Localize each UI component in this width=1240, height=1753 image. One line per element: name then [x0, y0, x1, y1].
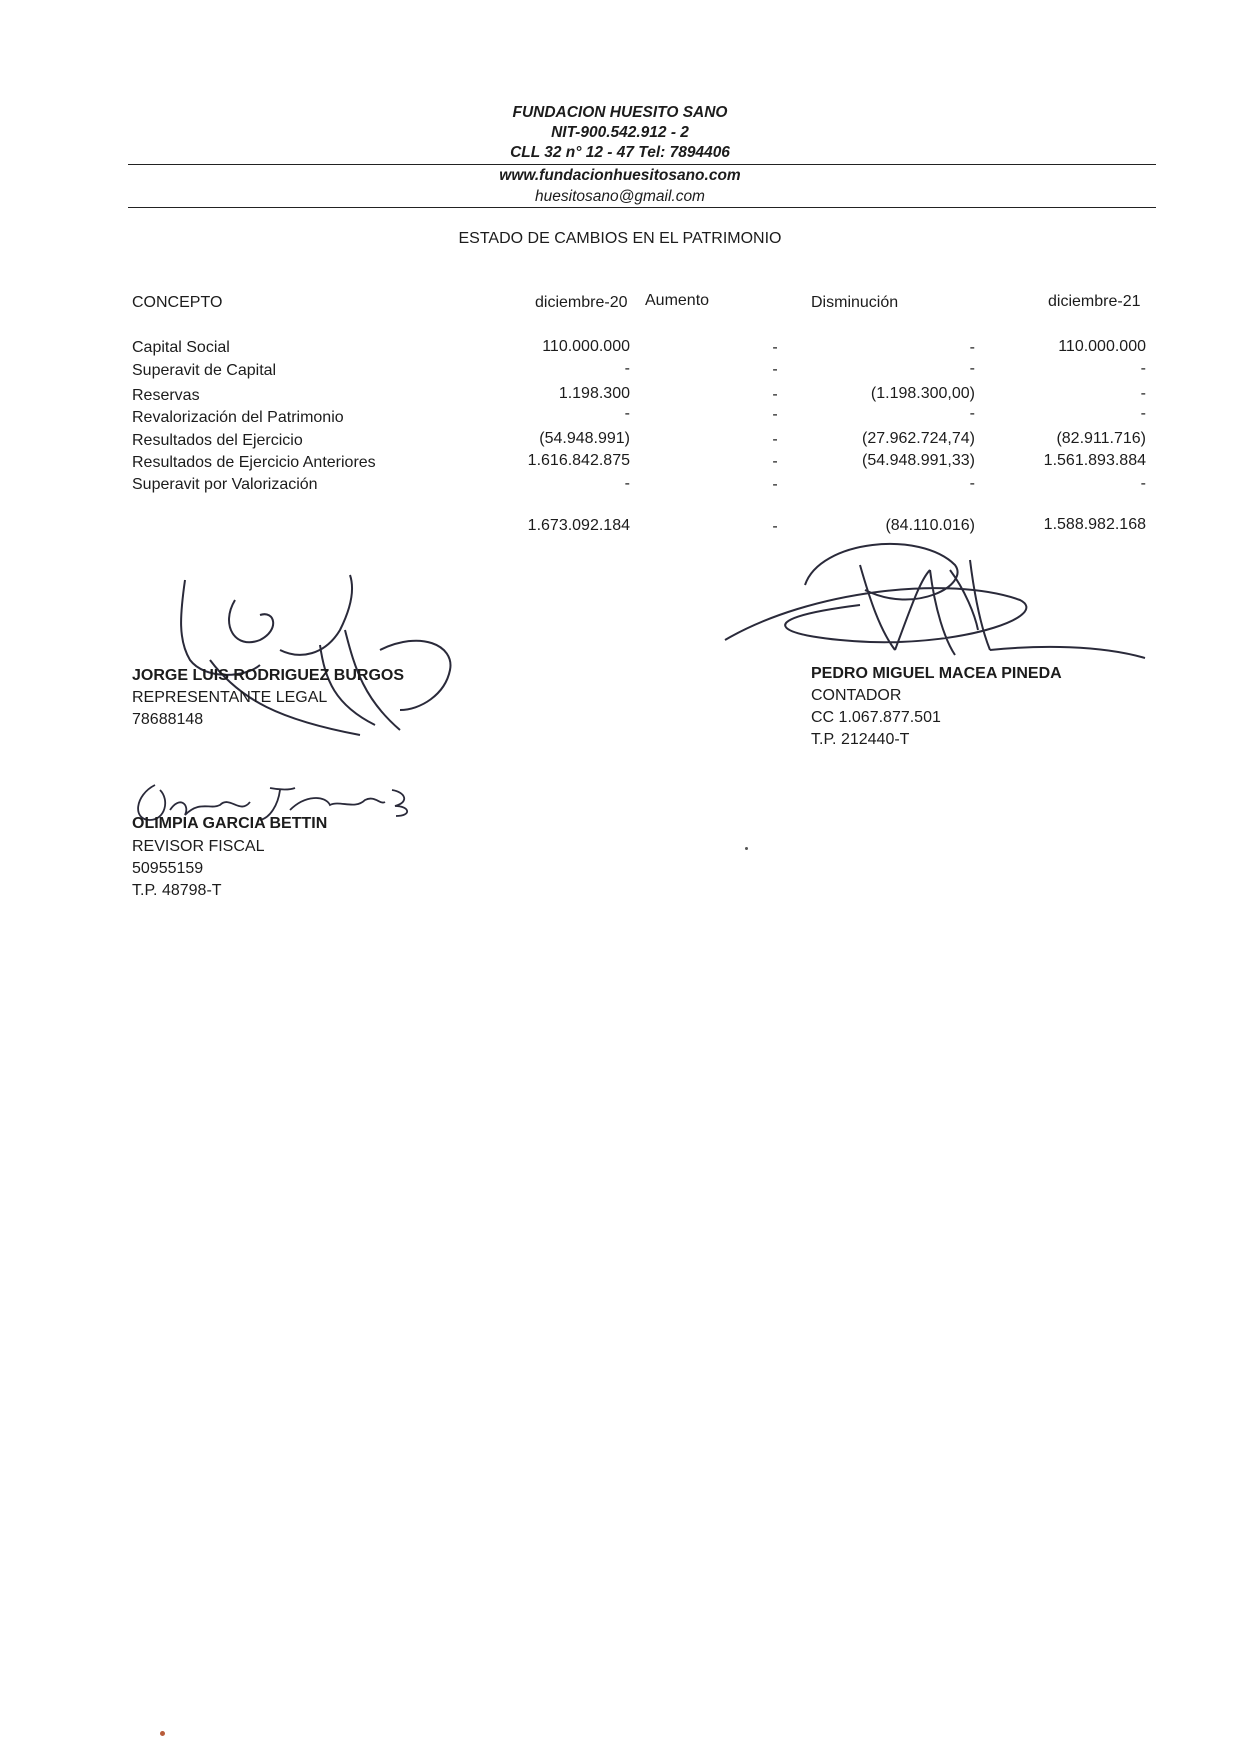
row-dec20: (54.948.991) [539, 430, 630, 447]
accountant-tp: T.P. 212440-T [811, 731, 910, 748]
org-name: FUNDACION HUESITO SANO [512, 104, 728, 121]
row-concept: Revalorización del Patrimonio [132, 409, 344, 426]
statement-title: ESTADO DE CAMBIOS EN EL PATRIMONIO [458, 230, 782, 247]
org-address: CLL 32 n° 12 - 47 Tel: 7894406 [510, 144, 730, 161]
row-disminucion: - [969, 405, 975, 422]
col-header-dec21: diciembre-21 [1048, 293, 1141, 310]
row-disminucion: - [969, 475, 975, 492]
row-dec21: 1.561.893.884 [1043, 452, 1146, 469]
accountant-role: CONTADOR [811, 687, 902, 704]
scan-speck [160, 1731, 165, 1736]
org-website[interactable]: www.fundacionhuesitosano.com [499, 167, 741, 184]
row-aumento: - [772, 339, 778, 356]
org-nit: NIT-900.542.912 - 2 [551, 124, 689, 141]
row-aumento: - [772, 406, 778, 423]
total-dec20: 1.673.092.184 [527, 517, 630, 534]
header-rule-top [128, 164, 1156, 165]
row-concept: Resultados de Ejercicio Anteriores [132, 454, 376, 471]
header-rule-bottom [128, 207, 1156, 208]
signature-accountant-icon [720, 530, 1150, 670]
legal-rep-id: 78688148 [132, 711, 204, 728]
row-concept: Resultados del Ejercicio [132, 432, 303, 449]
row-concept: Superavit de Capital [132, 362, 277, 379]
row-disminucion: (27.962.724,74) [862, 430, 975, 447]
row-disminucion: (1.198.300,00) [870, 385, 975, 402]
row-dec21: - [1140, 385, 1146, 402]
auditor-tp: T.P. 48798-T [132, 882, 222, 899]
row-dec20: 1.198.300 [558, 385, 630, 402]
row-dec20: 1.616.842.875 [527, 452, 630, 469]
total-dec21: 1.588.982.168 [1043, 516, 1146, 533]
col-header-aumento: Aumento [645, 292, 710, 309]
row-concept: Capital Social [132, 339, 230, 356]
row-aumento: - [772, 386, 778, 403]
row-dec20: 110.000.000 [542, 338, 630, 355]
row-disminucion: - [969, 360, 975, 377]
row-aumento: - [772, 361, 778, 378]
row-dec20: - [624, 360, 630, 377]
auditor-id: 50955159 [132, 860, 204, 877]
row-dec21: - [1140, 360, 1146, 377]
accountant-name: PEDRO MIGUEL MACEA PINEDA [811, 665, 1062, 682]
row-aumento: - [772, 453, 778, 470]
row-dec21: (82.911.716) [1056, 430, 1146, 447]
total-aumento: - [772, 518, 778, 535]
row-dec21: 110.000.000 [1058, 338, 1146, 355]
col-header-concepto: CONCEPTO [132, 294, 223, 311]
row-dec20: - [624, 475, 630, 492]
row-dec20: - [624, 405, 630, 422]
org-email[interactable]: huesitosano@gmail.com [535, 188, 705, 205]
col-header-disminucion: Disminución [811, 294, 899, 311]
accountant-id: CC 1.067.877.501 [811, 709, 941, 726]
row-dec21: - [1140, 405, 1146, 422]
auditor-name: OLIMPIA GARCIA BETTIN [132, 815, 328, 832]
scan-speck [745, 847, 748, 850]
legal-rep-role: REPRESENTANTE LEGAL [132, 689, 328, 706]
auditor-role: REVISOR FISCAL [132, 838, 265, 855]
col-header-dec20: diciembre-20 [535, 294, 628, 311]
row-aumento: - [772, 476, 778, 493]
legal-rep-name: JORGE LUIS RODRIGUEZ BURGOS [132, 667, 405, 684]
row-disminucion: - [969, 339, 975, 356]
row-aumento: - [772, 431, 778, 448]
row-concept: Reservas [132, 387, 200, 404]
total-disminucion: (84.110.016) [885, 517, 975, 534]
row-dec21: - [1140, 475, 1146, 492]
row-disminucion: (54.948.991,33) [862, 452, 975, 469]
row-concept: Superavit por Valorización [132, 476, 318, 493]
